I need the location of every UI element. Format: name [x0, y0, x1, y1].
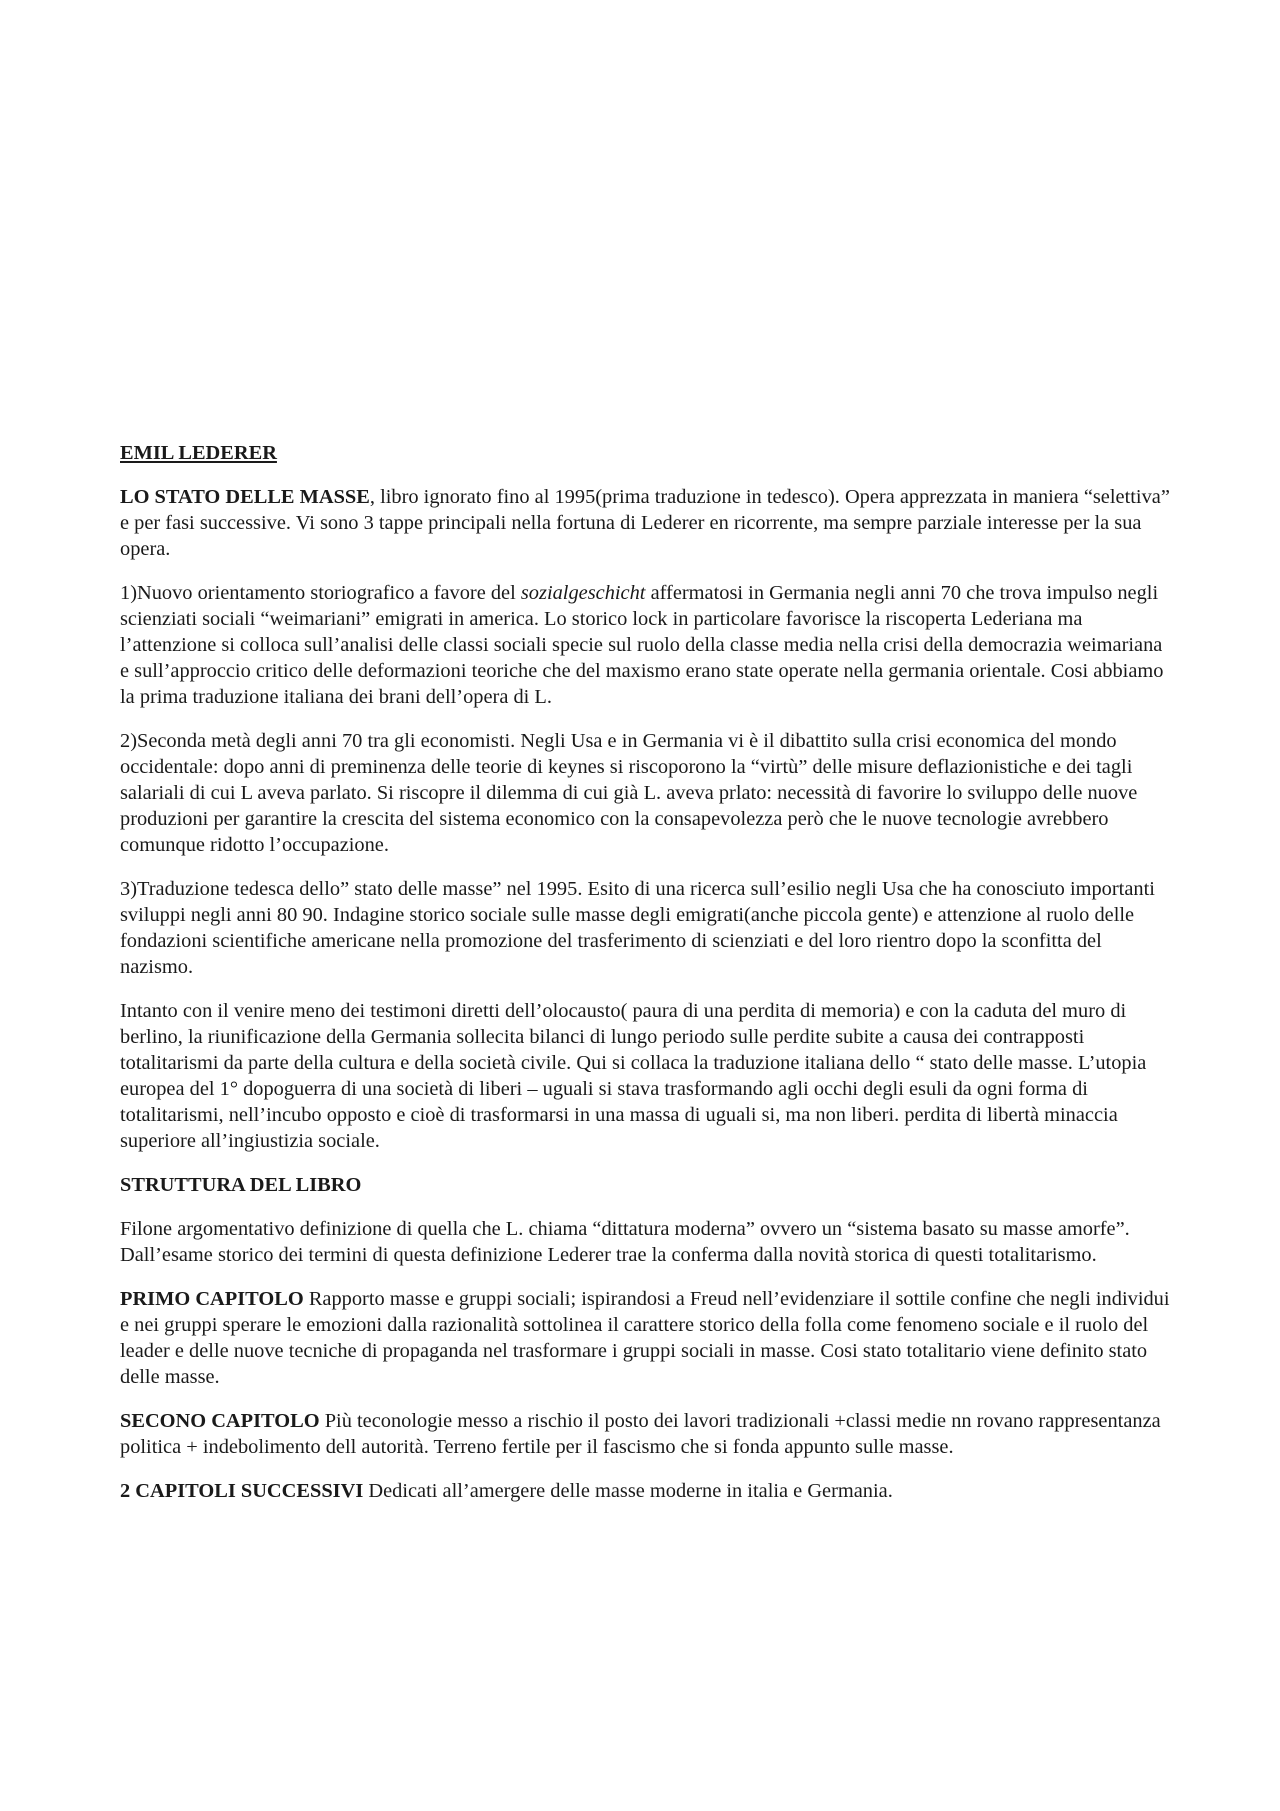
capitoli-successivi-text: Dedicati all’amergere delle masse moderne in italia e Germania.	[363, 1480, 893, 1502]
intro-text: , libro ignorato fino al 1995(prima traduzione in tedesco). Opera apprezzata in maniera “selettiva” e per fasi successive. Vi sono 3 tappe principali nella fortuna di Lederer en ricorrente, ma sempre parziale interesse per la sua opera.	[120, 486, 1170, 560]
secondo-capitolo-text: Più teconologie messo a rischio il posto dei lavori tradizionali +classi medie nn rovano rappresentanza politica + indebolimento dell autorità. Terreno fertile per il fascismo che si fonda appunto sulle masse.	[120, 1410, 1161, 1458]
primo-capitolo-text: Rapporto masse e gruppi sociali; ispirandosi a Freud nell’evidenziare il sottile confine che negli individui e nei gruppi sperare le emozioni dalla razionalità sottolinea il carattere storico della folla come fenomeno sociale e il ruolo del leader e delle nuove tecniche di propaganda nel trasformare i gruppi sociali in masse. Cosi stato totalitario viene definito stato delle masse.	[120, 1288, 1170, 1388]
intro-lead: LO STATO DELLE MASSE	[120, 486, 370, 508]
capitoli-successivi-lead: 2 CAPITOLI SUCCESSIVI	[120, 1480, 364, 1502]
filone-paragraph: Filone argomentativo definizione di quella che L. chiama “dittatura moderna” ovvero un “sistema basato su masse amorfe”. Dall’esame storico dei termini di questa definizione Lederer trae la conferma dalla novità storica di questi totalitarismo.	[120, 1218, 1130, 1266]
point-3-paragraph: 3)Traduzione tedesca dello” stato delle masse” nel 1995. Esito di una ricerca sull’esilio negli Usa che ha conosciuto importanti sviluppi negli anni 80 90. Indagine storico sociale sulle masse degli emigrati(anche piccola gente) e attenzione al ruolo delle fondazioni scientifiche americane nella promozione del trasferimento di scienziati e del loro rientro dopo la sconfitta del nazismo.	[120, 878, 1155, 978]
primo-capitolo-lead: PRIMO CAPITOLO	[120, 1288, 304, 1310]
capitoli-successivi-paragraph	[120, 1478, 1170, 1504]
secondo-capitolo-paragraph	[120, 1408, 1170, 1460]
intanto-paragraph: Intanto con il venire meno dei testimoni diretti dell’olocausto( paura di una perdita di memoria) e con la caduta del muro di berlino, la riunificazione della Germania sollecita bilanci di lungo periodo sulle perdite subite a causa dei contrapposti totalitarismi da parte della cultura e della società civile. Qui si collaca la traduzione italiana dello “ stato delle masse. L’utopia europea del 1° dopoguerra di una società di liberi – uguali si stava trasformando agli occhi degli esuli da ogni forma di totalitarismi, nell’incubo opposto e cioè di trasformarsi in una massa di uguali si, ma non liberi. perdita di libertà minaccia superiore all’ingiustizia sociale.	[120, 1000, 1147, 1152]
document-page	[120, 440, 1170, 1522]
point-2-paragraph: 2)Seconda metà degli anni 70 tra gli economisti. Negli Usa e in Germania vi è il dibattito sulla crisi economica del mondo occidentale: dopo anni di preminenza delle teorie di keynes si riscoporono la “virtù” delle misure deflazionistiche e dei tagli salariali di cui L aveva parlato. Si riscopre il dilemma di cui già L. aveva prlato: necessità di favorire lo sviluppo delle nuove produzioni per garantire la crescita del sistema economico con la consapevolezza però che le nuove tecnologie avrebbero comunque ridotto l’occupazione.	[120, 730, 1138, 856]
intro-paragraph	[120, 484, 1170, 562]
primo-capitolo-paragraph	[120, 1286, 1170, 1390]
secondo-capitolo-lead: SECONO CAPITOLO	[120, 1410, 320, 1432]
document-title: EMIL LEDERER	[120, 442, 277, 464]
point-1-after: affermatosi in Germania negli anni 70 che trova impulso negli scienziati sociali “weimariani” emigrati in america. Lo storico lock in particolare favorisce la riscoperta Lederiana ma l’attenzione si colloca sull’analisi delle classi sociali specie sul ruolo della classe media nella crisi della democrazia weimariana e sull’approccio critico delle deformazioni teoriche che del maxismo erano state operate nella germania orientale. Cosi abbiamo la prima traduzione italiana dei brani dell’opera di L.	[120, 582, 1164, 708]
point-1-before: 1)Nuovo orientamento storiografico a favore del	[120, 582, 521, 604]
point-1-paragraph	[120, 580, 1170, 710]
struttura-heading: STRUTTURA DEL LIBRO	[120, 1174, 362, 1196]
point-1-italic: sozialgeschicht	[520, 582, 646, 604]
